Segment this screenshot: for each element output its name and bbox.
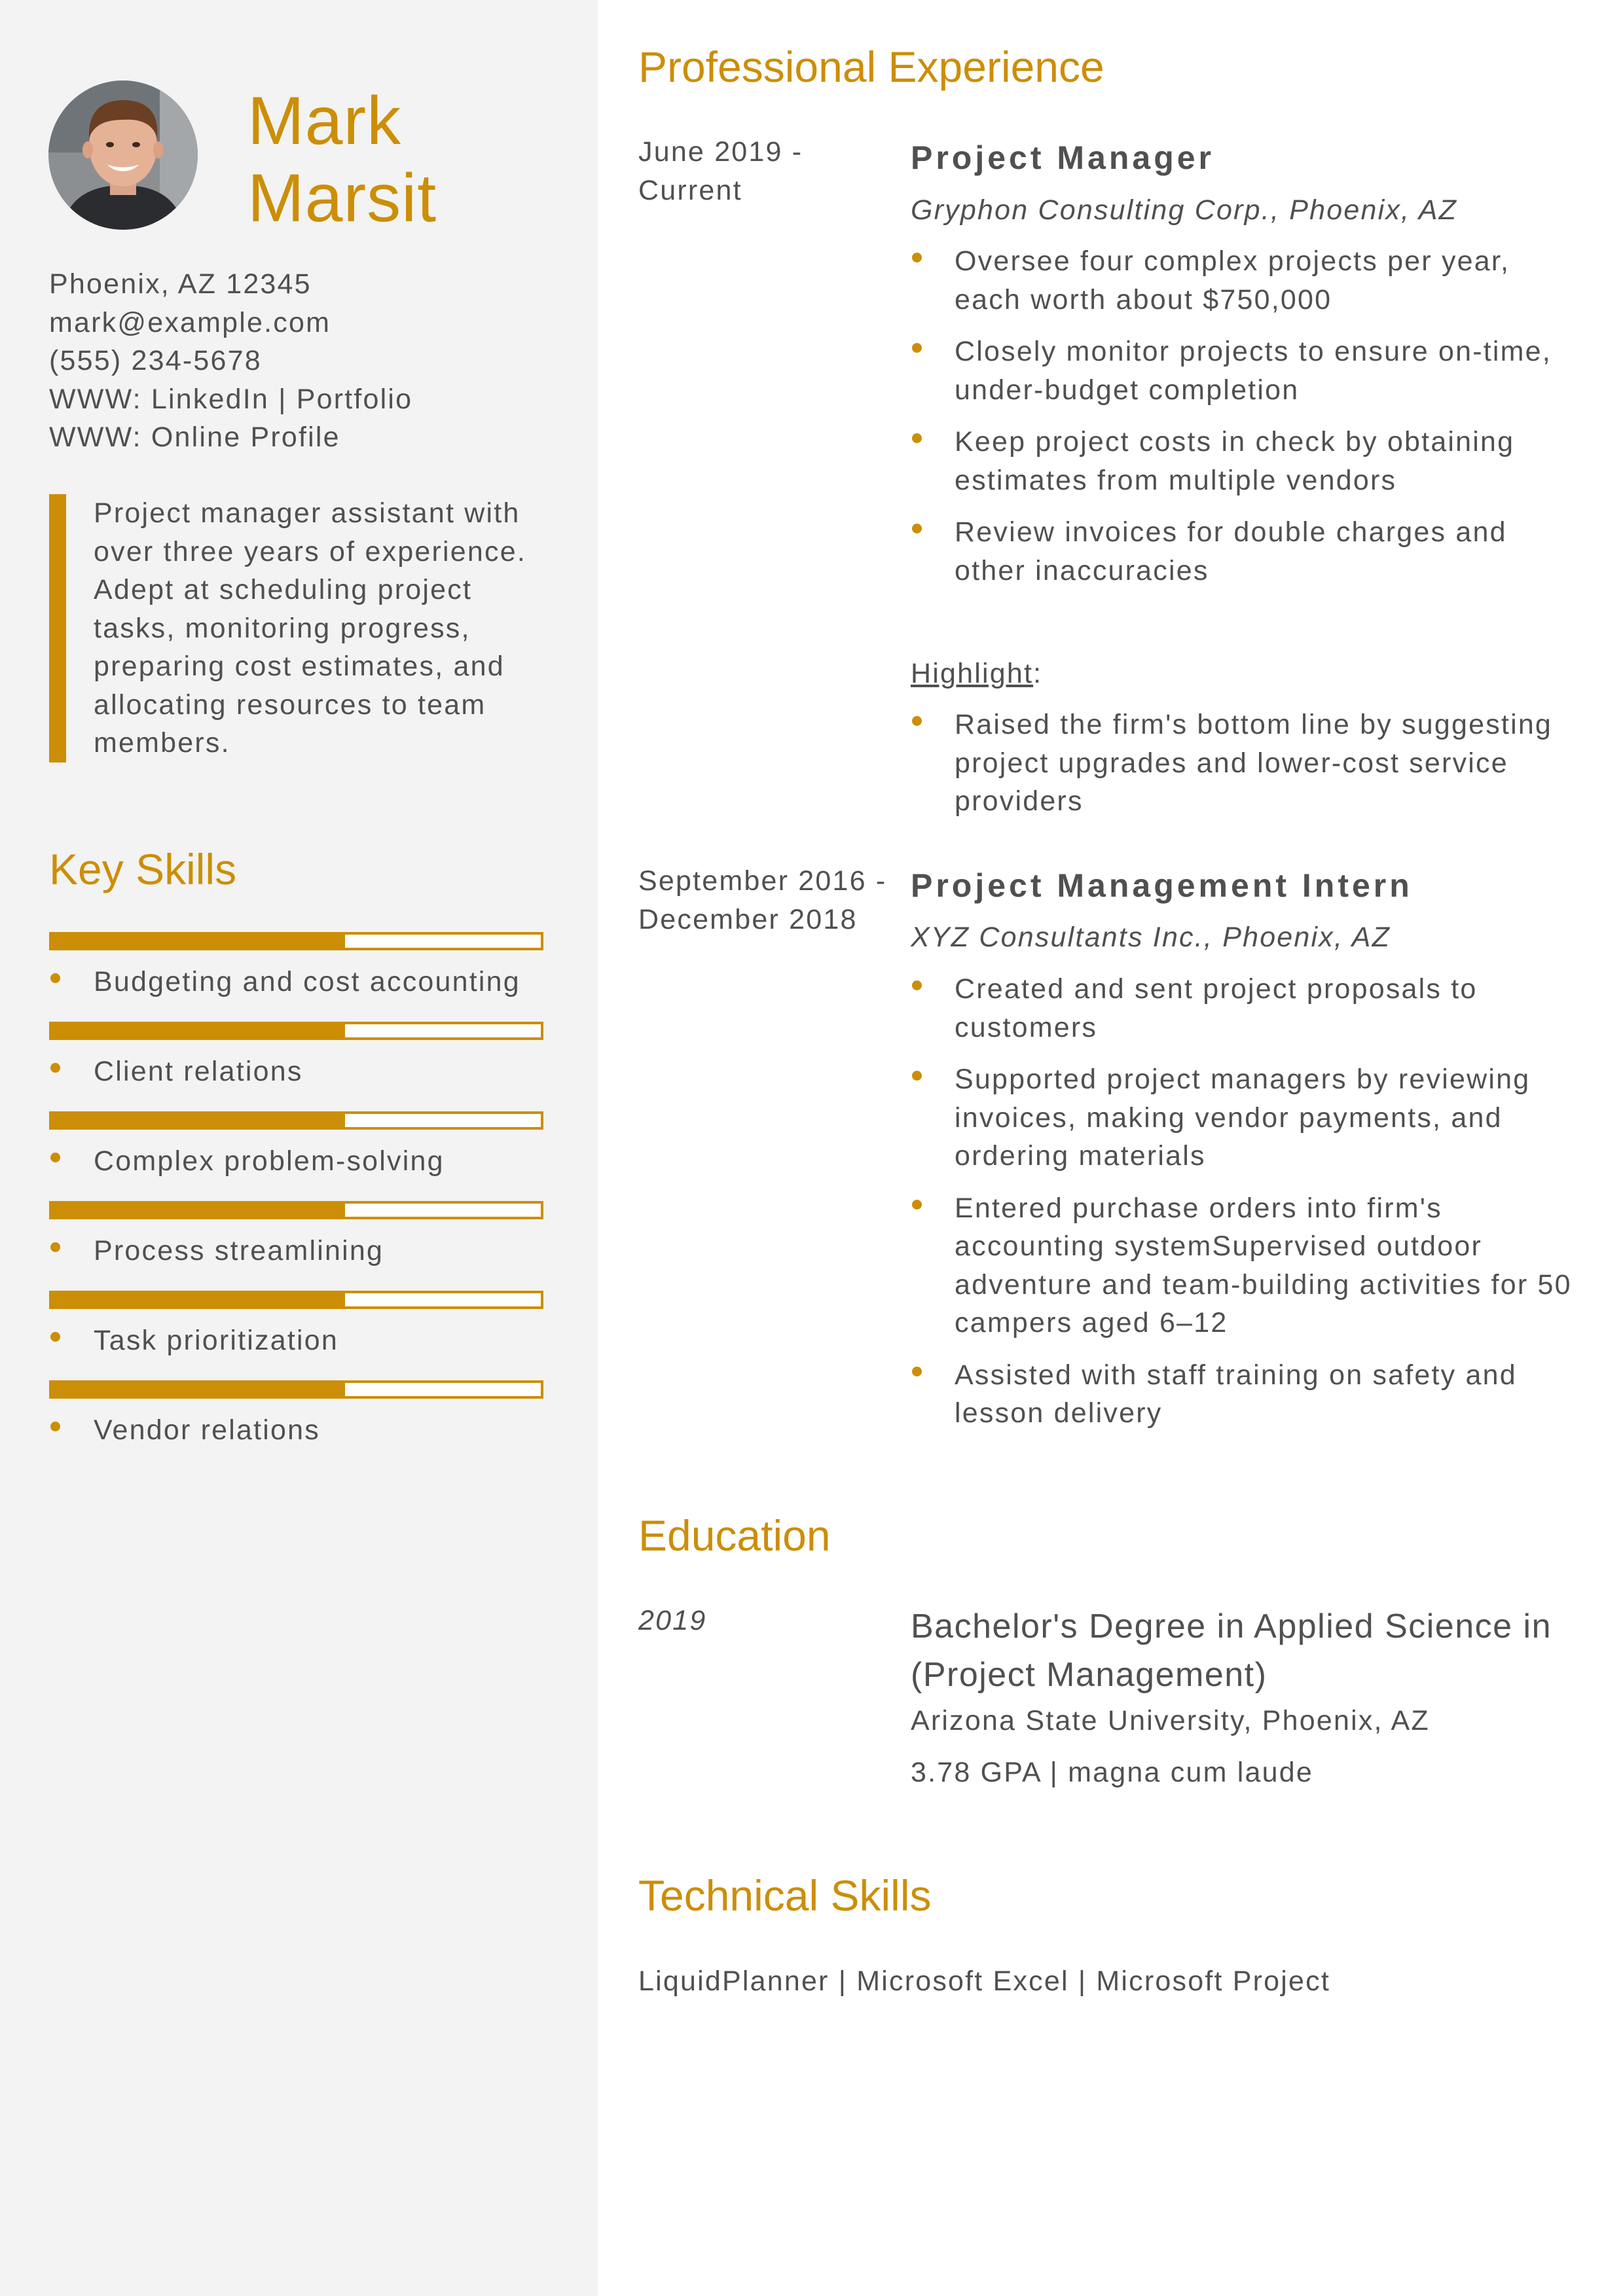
- skill-item: [49, 1111, 543, 1180]
- job-bullets: [911, 970, 1578, 1446]
- skill-level-bar: [49, 1291, 543, 1309]
- bullet-icon: [912, 716, 922, 726]
- contact-address: Phoenix, AZ 12345: [49, 268, 312, 300]
- skill-label: Budgeting and cost accounting: [94, 966, 520, 997]
- contact-profile-link[interactable]: WWW: Online Profile: [49, 422, 340, 453]
- experience-title: Professional Experience: [638, 43, 1104, 91]
- professional-summary: Project manager assistant with over three years of experience. Adept at scheduling project tasks, monitoring progress, preparing cost estimates, and allocating resources to team members.: [49, 494, 547, 762]
- list-item: Created and sent project proposals to customers: [911, 970, 1578, 1047]
- bullet-icon: [50, 1242, 60, 1252]
- skill-item: [49, 1380, 543, 1449]
- skill-level-fill: [52, 1293, 345, 1306]
- contact-info: [49, 265, 573, 457]
- bullet-icon: [50, 1063, 60, 1073]
- skill-label: Client relations: [94, 1056, 303, 1087]
- skill-item: [49, 1022, 543, 1090]
- job-title: Project Management Intern: [911, 867, 1413, 904]
- skill-level-fill: [52, 1383, 345, 1396]
- bullet-icon: [50, 1332, 60, 1342]
- education-degree: Bachelor's Degree in Applied Science in (Project Management): [911, 1607, 1552, 1694]
- sidebar: [0, 0, 598, 2296]
- skill-label: Process streamlining: [94, 1235, 384, 1266]
- bullet-icon: [912, 433, 922, 443]
- list-item: Review invoices for double charges and other inaccuracies: [911, 513, 1578, 590]
- skill-label: Complex problem-solving: [94, 1145, 445, 1177]
- skill-level-bar: [49, 1201, 543, 1219]
- job-company: XYZ Consultants Inc., Phoenix, AZ: [911, 922, 1391, 953]
- highlight-label: Highlight:: [911, 658, 1043, 689]
- skill-level-bar: [49, 1111, 543, 1130]
- portrait-image: [48, 81, 198, 230]
- job-dates: September 2016 - December 2018: [638, 865, 887, 935]
- contact-phone: (555) 234-5678: [49, 345, 262, 376]
- bullet-icon: [912, 1367, 922, 1376]
- skill-level-fill: [52, 1114, 345, 1127]
- bullet-icon: [912, 524, 922, 533]
- contact-links[interactable]: WWW: LinkedIn | Portfolio: [49, 383, 413, 415]
- skill-item: [49, 932, 543, 1001]
- skill-level-fill: [52, 1204, 345, 1217]
- skill-level-bar: [49, 1022, 543, 1040]
- key-skills-title: Key Skills: [49, 845, 237, 893]
- bullet-icon: [50, 973, 60, 983]
- job-company: Gryphon Consulting Corp., Phoenix, AZ: [911, 194, 1458, 226]
- list-item: Supported project managers by reviewing invoices, making vendor payments, and ordering materials: [911, 1060, 1578, 1175]
- bullet-icon: [912, 1200, 922, 1210]
- first-name: Mark: [247, 83, 402, 159]
- bullet-icon: [50, 1422, 60, 1431]
- skill-item: [49, 1291, 543, 1359]
- list-item: Raised the firm's bottom line by suggesting project upgrades and lower-cost service providers: [911, 706, 1578, 821]
- skill-level-fill: [52, 935, 345, 948]
- full-name: [247, 82, 575, 237]
- profile-photo: [48, 81, 198, 230]
- job-dates: June 2019 - Current: [638, 136, 803, 206]
- education-school: Arizona State University, Phoenix, AZ: [911, 1705, 1430, 1736]
- bullet-icon: [912, 1071, 922, 1081]
- list-item: Assisted with staff training on safety and lesson delivery: [911, 1356, 1578, 1433]
- skill-label: Vendor relations: [94, 1414, 320, 1446]
- education-year: 2019: [638, 1605, 707, 1636]
- education-title: Education: [638, 1511, 831, 1560]
- job-bullets: [911, 242, 1578, 603]
- skill-level-bar: [49, 932, 543, 950]
- highlight-bullets: [911, 706, 1578, 834]
- bullet-icon: [912, 980, 922, 990]
- technical-skills-title: Technical Skills: [638, 1871, 932, 1920]
- skill-item: [49, 1201, 543, 1270]
- job-title: Project Manager: [911, 139, 1215, 176]
- bullet-icon: [50, 1153, 60, 1162]
- list-item: Entered purchase orders into firm's accounting systemSupervised outdoor adventure and team-building activities for 50 campers aged 6–12: [911, 1189, 1578, 1342]
- skill-level-fill: [52, 1024, 345, 1037]
- contact-email[interactable]: mark@example.com: [49, 306, 331, 338]
- skill-level-bar: [49, 1380, 543, 1399]
- technical-skills-list: LiquidPlanner | Microsoft Excel | Microsoft Project: [638, 1965, 1331, 1997]
- education-details: 3.78 GPA | magna cum laude: [911, 1757, 1313, 1788]
- last-name: Marsit: [247, 160, 437, 236]
- list-item: Keep project costs in check by obtaining estimates from multiple vendors: [911, 423, 1578, 499]
- bullet-icon: [912, 343, 922, 353]
- list-item: Closely monitor projects to ensure on-time, under-budget completion: [911, 332, 1578, 409]
- bullet-icon: [912, 253, 922, 262]
- list-item: Oversee four complex projects per year, each worth about $750,000: [911, 242, 1578, 319]
- skill-label: Task prioritization: [94, 1325, 338, 1356]
